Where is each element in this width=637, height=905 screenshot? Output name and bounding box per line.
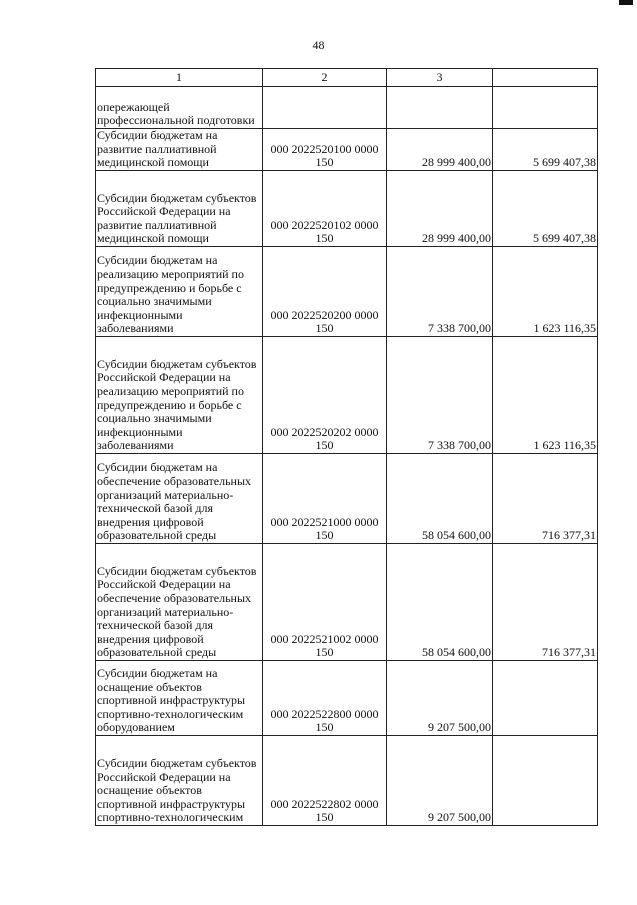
row-code: 000 2022522800 0000 150: [263, 661, 387, 736]
row-name: Субсидии бюджетам субъектов Российской Федерации на обеспечение образовательных организаций материально-технической базой для внедрения цифровой образовательной среды: [96, 544, 263, 661]
row-fact: 5 699 407,38: [493, 171, 598, 247]
row-plan: [387, 87, 493, 129]
column-header: [493, 69, 598, 87]
column-header: 2: [263, 69, 387, 87]
row-name: Субсидии бюджетам на обеспечение образовательных организаций материально-технической базой для внедрения цифровой образовательной среды: [96, 454, 263, 544]
table-row: [96, 661, 598, 736]
table-row: [96, 544, 598, 661]
row-code: 000 2022521000 0000 150: [263, 454, 387, 544]
column-header: 1: [96, 69, 263, 87]
budget-table: [95, 68, 598, 826]
row-code: 000 2022521002 0000 150: [263, 544, 387, 661]
table-header-row: [96, 69, 598, 87]
row-code: 000 2022520200 0000 150: [263, 247, 387, 337]
page-number: 48: [312, 38, 325, 52]
column-header: 3: [387, 69, 493, 87]
row-name: опережающей профессиональной подготовки: [96, 87, 263, 129]
scan-corner-mark: [619, 0, 633, 5]
table-row: [96, 454, 598, 544]
table-row: [96, 247, 598, 337]
row-plan: 7 338 700,00: [387, 247, 493, 337]
row-code: [263, 87, 387, 129]
row-fact: 5 699 407,38: [493, 129, 598, 171]
row-name: Субсидии бюджетам на реализацию мероприятий по предупреждению и борьбе с социально значимыми инфекционными заболеваниями: [96, 247, 263, 337]
table-row: [96, 337, 598, 454]
row-plan: 28 999 400,00: [387, 129, 493, 171]
row-name: Субсидии бюджетам субъектов Российской Федерации на реализацию мероприятий по предупреждению и борьбе с социально значимыми инфекционными заболеваниями: [96, 337, 263, 454]
table-row: [96, 736, 598, 826]
row-code: 000 2022522802 0000 150: [263, 736, 387, 826]
row-fact: 1 623 116,35: [493, 337, 598, 454]
row-fact: [493, 736, 598, 826]
row-name: Субсидии бюджетам на оснащение объектов спортивной инфраструктуры спортивно-технологическим оборудованием: [96, 661, 263, 736]
row-fact: [493, 661, 598, 736]
row-fact: [493, 87, 598, 129]
row-name: Субсидии бюджетам на развитие паллиативной медицинской помощи: [96, 129, 263, 171]
row-name: Субсидии бюджетам субъектов Российской Федерации на развитие паллиативной медицинской помощи: [96, 171, 263, 247]
row-code: 000 2022520100 0000 150: [263, 129, 387, 171]
row-fact: 1 623 116,35: [493, 247, 598, 337]
row-name: Субсидии бюджетам субъектов Российской Федерации на оснащение объектов спортивной инфраструктуры спортивно-технологическим: [96, 736, 263, 826]
row-plan: 9 207 500,00: [387, 736, 493, 826]
row-code: 000 2022520202 0000 150: [263, 337, 387, 454]
table-row: [96, 171, 598, 247]
row-plan: 9 207 500,00: [387, 661, 493, 736]
row-fact: 716 377,31: [493, 454, 598, 544]
row-plan: 58 054 600,00: [387, 454, 493, 544]
table-row: [96, 129, 598, 171]
row-plan: 58 054 600,00: [387, 544, 493, 661]
row-plan: 28 999 400,00: [387, 171, 493, 247]
table-row: [96, 87, 598, 129]
row-plan: 7 338 700,00: [387, 337, 493, 454]
row-fact: 716 377,31: [493, 544, 598, 661]
row-code: 000 2022520102 0000 150: [263, 171, 387, 247]
